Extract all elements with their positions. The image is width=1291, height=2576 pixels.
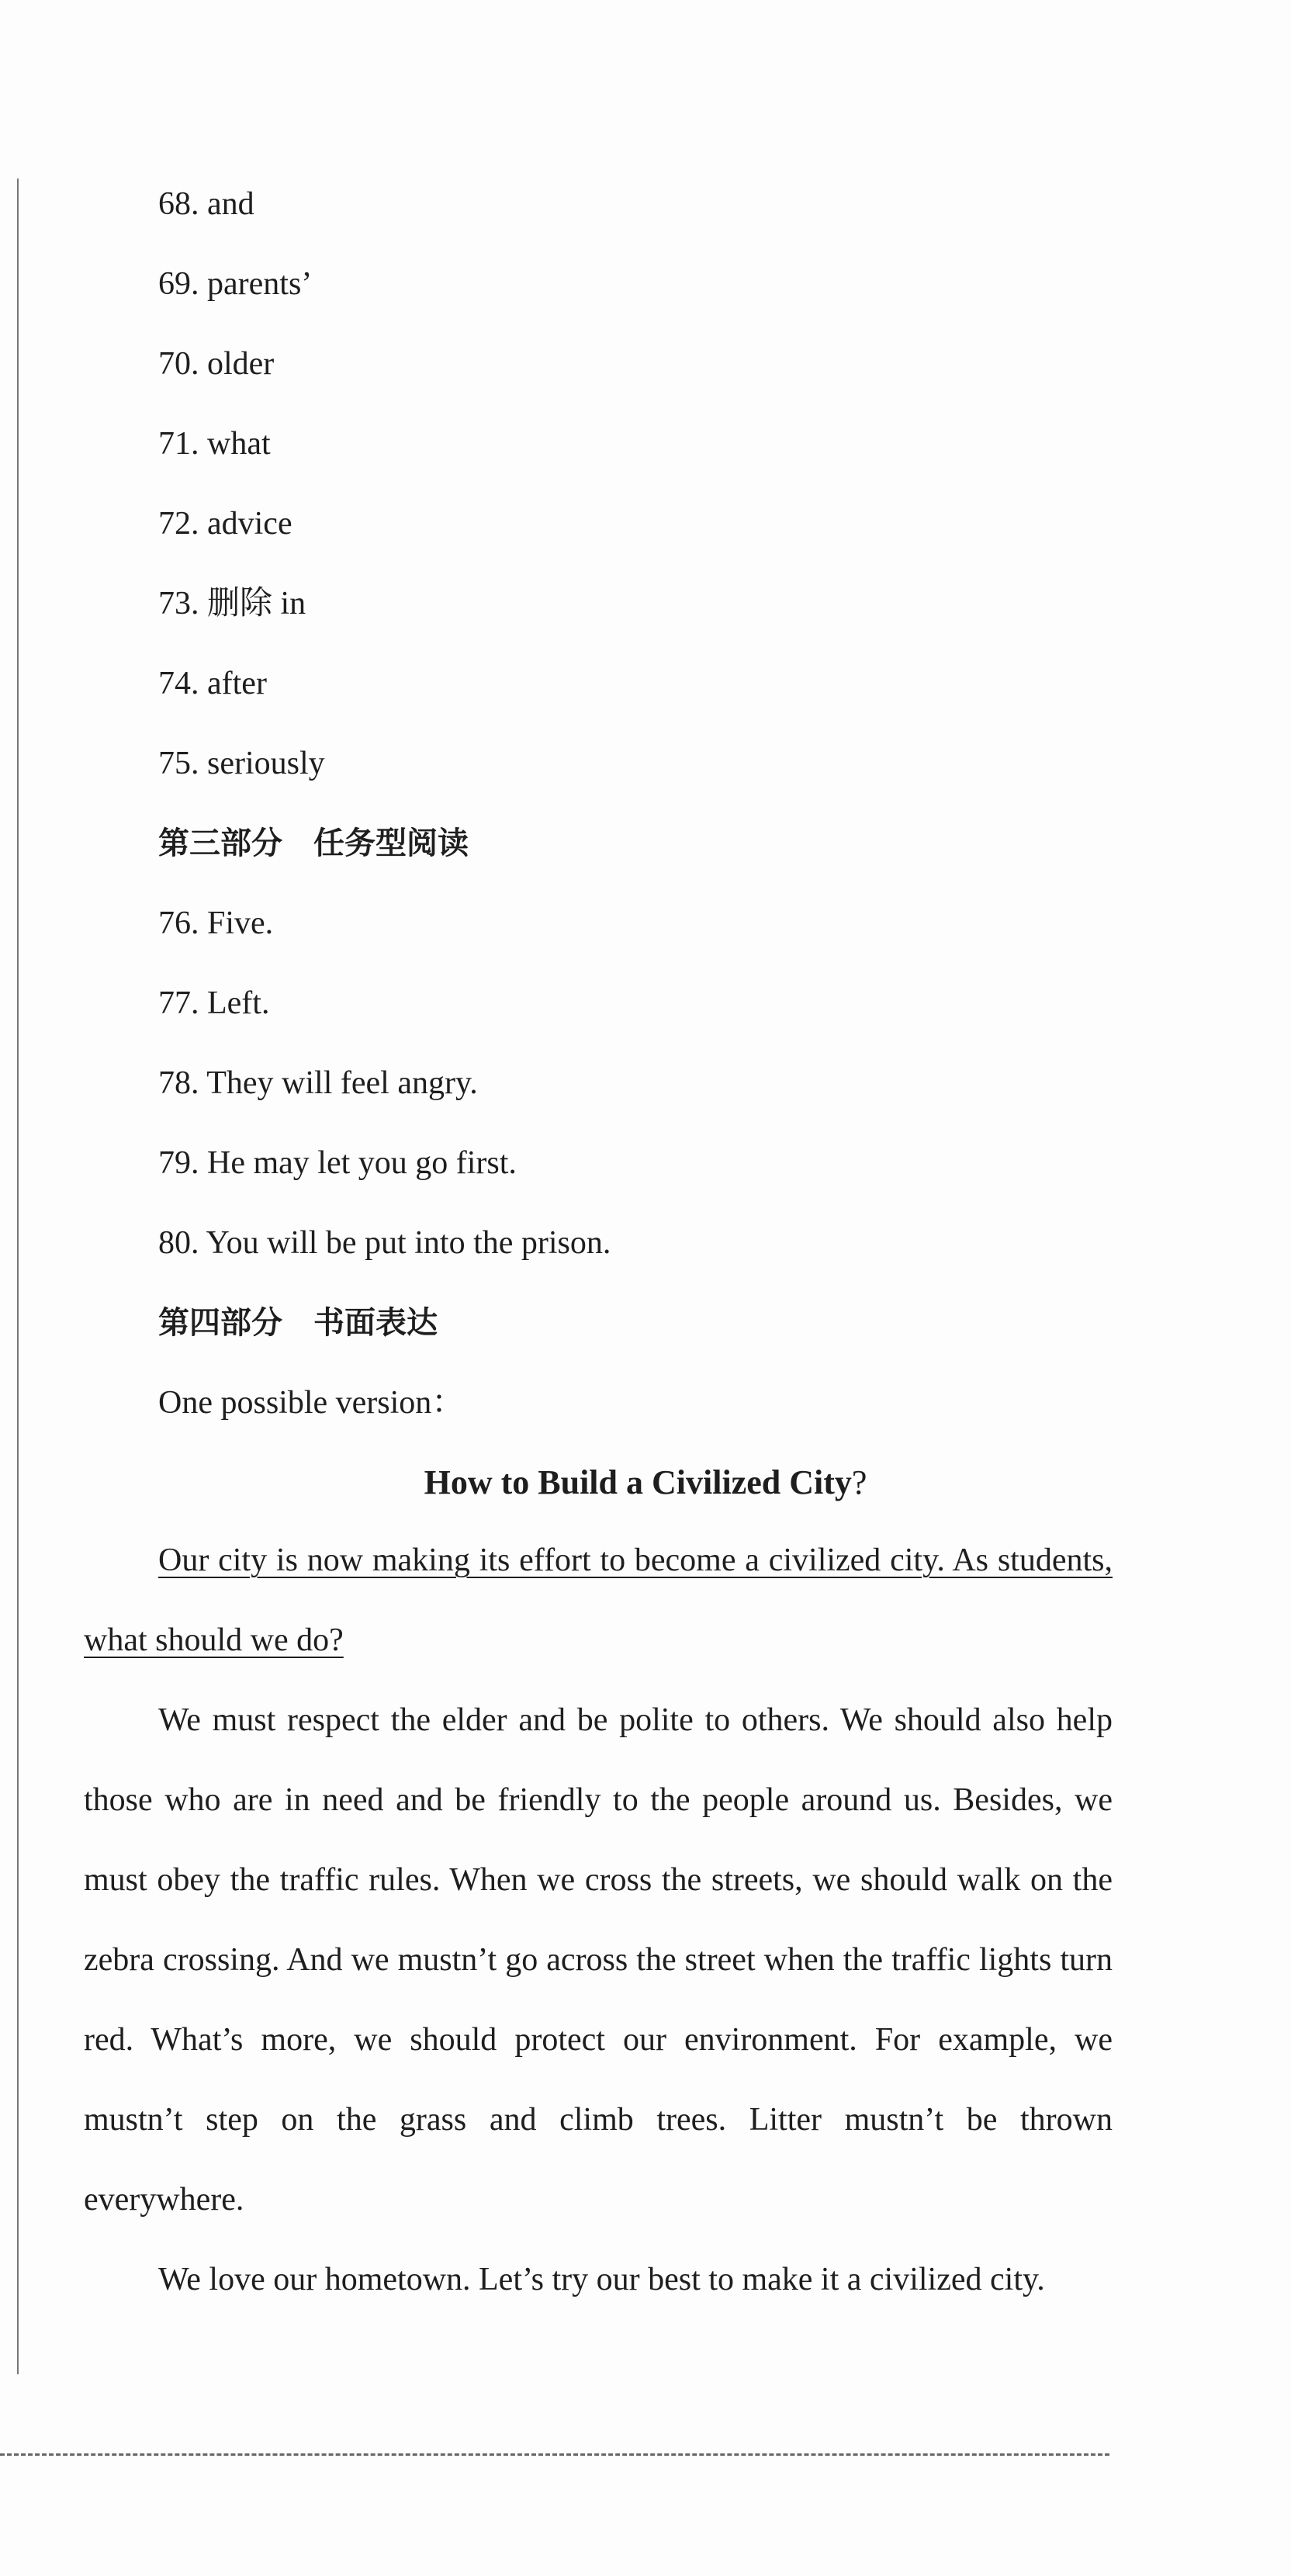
answer-68: 68. and (158, 186, 254, 222)
answer-71: 71. what (158, 426, 271, 462)
dotted-separator (0, 2453, 1109, 2456)
essay-title: How to Build a Civilized City? (424, 1463, 867, 1501)
answer-76: 76. Five. (158, 905, 274, 941)
underlined-topic-sentence: Our city is now making its effort to become a civilized city. As students, what should we do? (84, 1542, 1113, 1658)
left-margin-rule (17, 178, 19, 2374)
essay-title-punct: ? (851, 1463, 867, 1501)
essay-paragraph-2: We must respect the elder and be polite to others. We should also help those who are in need and be friendly to the people around us. Besides, we must obey the traffic rules. When we cross the streets, we should walk on the zebra crossing. And we mustn’t go across the street when the traffic lights turn red. What’s more, we should protect our environment. For example, we mustn’t step on the grass and climb trees. Litter mustn’t be thrown everywhere. (84, 1702, 1113, 2218)
answer-73: 73. 删除 in (158, 586, 306, 621)
answer-74: 74. after (158, 666, 267, 701)
section-3-heading: 第三部分 任务型阅读 (158, 826, 469, 861)
answer-70: 70. older (158, 346, 275, 382)
intro-text: One possible version： (158, 1385, 465, 1421)
essay-paragraph-3: We love our hometown. Let’s try our best to make it a civilized city. (158, 2262, 1045, 2297)
answer-69: 69. parents’ (158, 266, 313, 302)
essay-paragraph-1 (84, 1521, 1113, 1681)
answer-80: 80. You will be put into the prison. (158, 1225, 611, 1261)
answer-78: 78. They will feel angry. (158, 1065, 478, 1101)
answer-79: 79. He may let you go first. (158, 1145, 517, 1181)
answer-75: 75. seriously (158, 746, 325, 781)
section-4-heading: 第四部分 书面表达 (158, 1305, 438, 1341)
answer-77: 77. Left. (158, 985, 270, 1021)
answer-72: 72. advice (158, 506, 292, 542)
